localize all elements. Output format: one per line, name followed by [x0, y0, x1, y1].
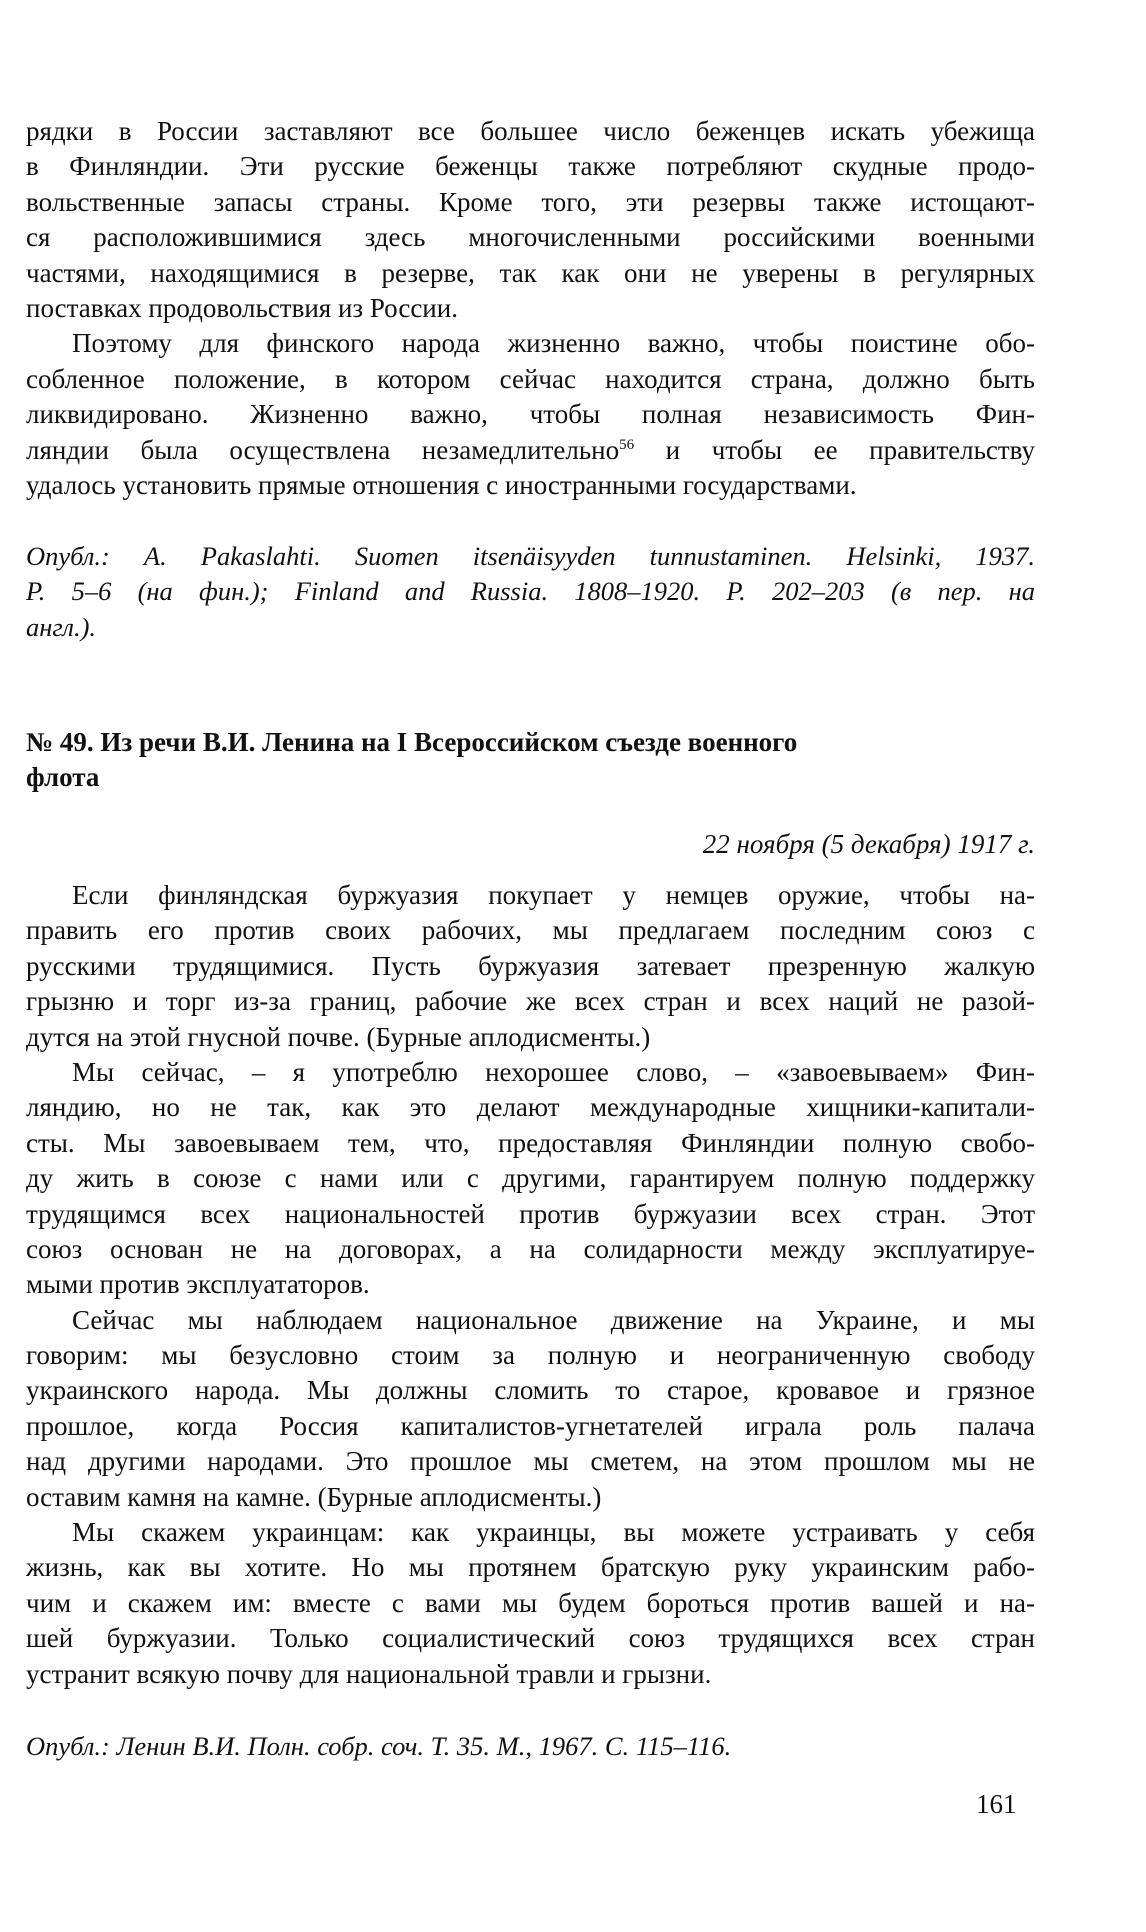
footnote-ref: 56	[619, 436, 635, 453]
text-line: жизнь, как вы хотите. Но мы протянем братскую руку украинским рабо-	[26, 1552, 1035, 1583]
text-segment: ляндии была осуществлена незамедлительно	[26, 434, 620, 465]
text-line: союз основан не на договорах, а на солидарности между эксплуатируе-	[26, 1233, 1035, 1264]
text-line: дутся на этой гнусной почве. (Бурные аплодисменты.)	[26, 1021, 651, 1052]
paragraph-finland-independence	[26, 326, 1035, 503]
text-line: править его против своих рабочих, мы предлагаем последним союз с	[26, 915, 1035, 946]
text-line: ляндию, но не так, как это делают международные хищники-капитали-	[26, 1092, 1035, 1123]
text-line: чим и скажем им: вместе с вами мы будем бороться против вашей и на-	[26, 1587, 1035, 1618]
text-line: ликвидировано. Жизненно важно, чтобы полная независимость Фин-	[26, 399, 1035, 430]
page-number: 161	[976, 1789, 1017, 1819]
paragraph	[26, 1303, 1035, 1515]
text-line: Сейчас мы наблюдаем национальное движение на Украине, и мы	[72, 1304, 1035, 1335]
text-line: говорим: мы безусловно стоим за полную и неограниченную свободу	[26, 1340, 1035, 1371]
text-line: Опубл.: Ленин В.И. Полн. собр. соч. Т. 35. М., 1967. С. 115–116.	[26, 1731, 732, 1761]
text-line: удалось установить прямые отношения с иностранными государствами.	[26, 469, 857, 500]
text-line	[26, 433, 1035, 468]
citation-lenin	[26, 1729, 1035, 1764]
text-line: Опубл.: A. Pakaslahti. Suomen itsenäisyyden tunnustaminen. Helsinki, 1937.	[26, 541, 1035, 571]
text-line: грызню и торг из-за границ, рабочие же всех стран и всех наций не разой-	[26, 986, 1035, 1017]
text-line: ду жить в союзе с нами или с другими, гарантируем полную поддержку	[26, 1163, 1035, 1194]
text-line: сты. Мы завоевываем тем, что, предоставляя Финляндии полную свобо-	[26, 1127, 1035, 1158]
text-line: Поэтому для финского народа жизненно важно, чтобы поистине обо-	[72, 328, 1035, 359]
text-line: в Финляндии. Эти русские беженцы также потребляют скудные продо-	[26, 151, 1035, 182]
paragraph	[26, 1515, 1035, 1692]
speech-body	[26, 878, 1035, 1692]
text-line: трудящимся всех национальностей против буржуазии всех стран. Этот	[26, 1198, 1035, 1229]
text-line: P. 5–6 (на фин.); Finland and Russia. 1808–1920. P. 202–203 (в пер. на	[26, 576, 1035, 607]
text-line: вольственные запасы страны. Кроме того, эти резервы также истощают-	[26, 186, 1035, 217]
paragraph-continuation	[26, 114, 1035, 326]
text-line: мыми против эксплуататоров.	[26, 1269, 370, 1300]
text-line: украинского народа. Мы должны сломить то старое, кровавое и грязное	[26, 1375, 1035, 1406]
document-heading	[26, 725, 1035, 796]
text-line: Мы скажем украинцам: как украинцы, вы можете устраивать у себя	[72, 1517, 1035, 1548]
paragraph	[26, 1055, 1035, 1303]
heading-line: флота	[26, 762, 100, 793]
document-date: 22 ноября (5 декабря) 1917 г.	[702, 829, 1035, 859]
text-line: собленное положение, в котором сейчас находится страна, должно быть	[26, 363, 1035, 394]
text-line: рядки в России заставляют все большее число беженцев искать убежища	[26, 116, 1035, 146]
heading-line: № 49. Из речи В.И. Ленина на I Всероссийском съезде военного	[26, 727, 798, 757]
text-line: устранит всякую почву для национальной травли и грызни.	[26, 1658, 712, 1689]
text-line: Если финляндская буржуазия покупает у немцев оружие, чтобы на-	[72, 880, 1035, 910]
text-line: поставках продовольствия из России.	[26, 292, 458, 323]
text-line: русскими трудящимися. Пусть буржуазия затевает презренную жалкую	[26, 950, 1035, 981]
text-segment: и чтобы ее правительству	[634, 434, 1035, 465]
text-line: Мы сейчас, – я употреблю нехорошее слово, – «завоевываем» Фин-	[72, 1056, 1035, 1087]
paragraph	[26, 878, 1035, 1055]
text-line: оставим камня на камне. (Бурные аплодисменты.)	[26, 1481, 602, 1512]
text-line: шей буржуазии. Только социалистический союз трудящихся всех стран	[26, 1623, 1035, 1654]
text-line: ся расположившимися здесь многочисленными российскими военными	[26, 222, 1035, 253]
citation-pakaslahti	[26, 539, 1035, 645]
text-line: англ.).	[26, 611, 97, 642]
text-line: прошлое, когда Россия капиталистов-угнетателей играла роль палача	[26, 1410, 1035, 1441]
text-line: частями, находящимися в резерве, так как они не уверены в регулярных	[26, 257, 1035, 288]
text-line: над другими народами. Это прошлое мы сметем, на этом прошлом мы не	[26, 1446, 1035, 1477]
